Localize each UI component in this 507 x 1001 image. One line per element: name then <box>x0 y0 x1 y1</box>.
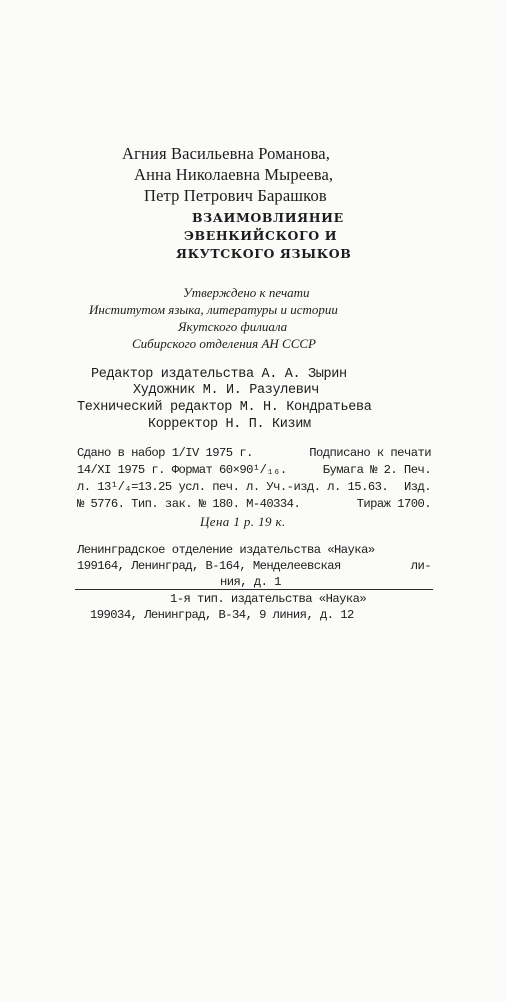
imprint-text: Подписано к печати <box>309 446 431 460</box>
book-title-line: ВЗАИМОВЛИЯНИЕ <box>192 210 344 225</box>
printer-line: 199034, Ленинград, В-34, 9 линия, д. 12 <box>90 608 354 622</box>
staff-artist: Художник М. И. Разулевич <box>133 383 320 398</box>
approval-line: Сибирского отделения АН СССР <box>132 336 316 351</box>
imprint-text: Сдано в набор 1/IV 1975 г. <box>77 446 253 460</box>
imprint-text: Изд. <box>403 480 431 494</box>
book-title-line: ЯКУТСКОГО ЯЗЫКОВ <box>176 246 352 261</box>
approval-line: Якутского филиала <box>178 319 288 334</box>
imprint-text: № 5776. Тип. зак. № 180. М-40334. <box>77 497 301 511</box>
staff-editor: Редактор издательства А. А. Зырин <box>91 367 347 382</box>
imprint-text: л. 13¹/₄=13.25 усл. печ. л. Уч.-изд. л. 15.63. <box>77 480 389 494</box>
staff-tech-editor: Технический редактор М. Н. Кондратьева <box>77 400 372 415</box>
imprint-line <box>77 498 431 510</box>
price: Цена 1 р. 19 к. <box>200 514 286 529</box>
publisher-line: ния, д. 1 <box>220 575 281 589</box>
author-line: Агния Васильевна Романова, <box>122 144 331 163</box>
imprint-text: Бумага № 2. Печ. <box>322 463 431 477</box>
imprint-line <box>77 447 431 459</box>
author-line: Анна Николаевна Мыреева, <box>134 165 334 184</box>
publisher-text: 199164, Ленинград, В-164, Менделеевская <box>77 559 341 573</box>
imprint-text: 14/XI 1975 г. Формат 60×90¹/₁₆. <box>77 463 287 477</box>
imprint-line <box>77 481 431 493</box>
publisher-line <box>77 560 431 572</box>
publisher-line: Ленинградское отделение издательства «Наука» <box>77 543 375 557</box>
book-title-line: ЭВЕНКИЙСКОГО И <box>184 228 338 243</box>
staff-corrector: Корректор Н. П. Кизим <box>148 417 311 432</box>
printer-line: 1-я тип. издательства «Наука» <box>170 592 367 606</box>
approval-line: Утверждено к печати <box>183 285 310 300</box>
imprint-text: Тираж 1700. <box>356 497 431 511</box>
author-line: Петр Петрович Барашков <box>144 186 327 205</box>
imprint-line <box>77 464 431 476</box>
divider-rule <box>75 589 433 590</box>
publisher-text: ли- <box>410 559 431 573</box>
approval-line: Институтом языка, литературы и истории <box>89 302 338 317</box>
